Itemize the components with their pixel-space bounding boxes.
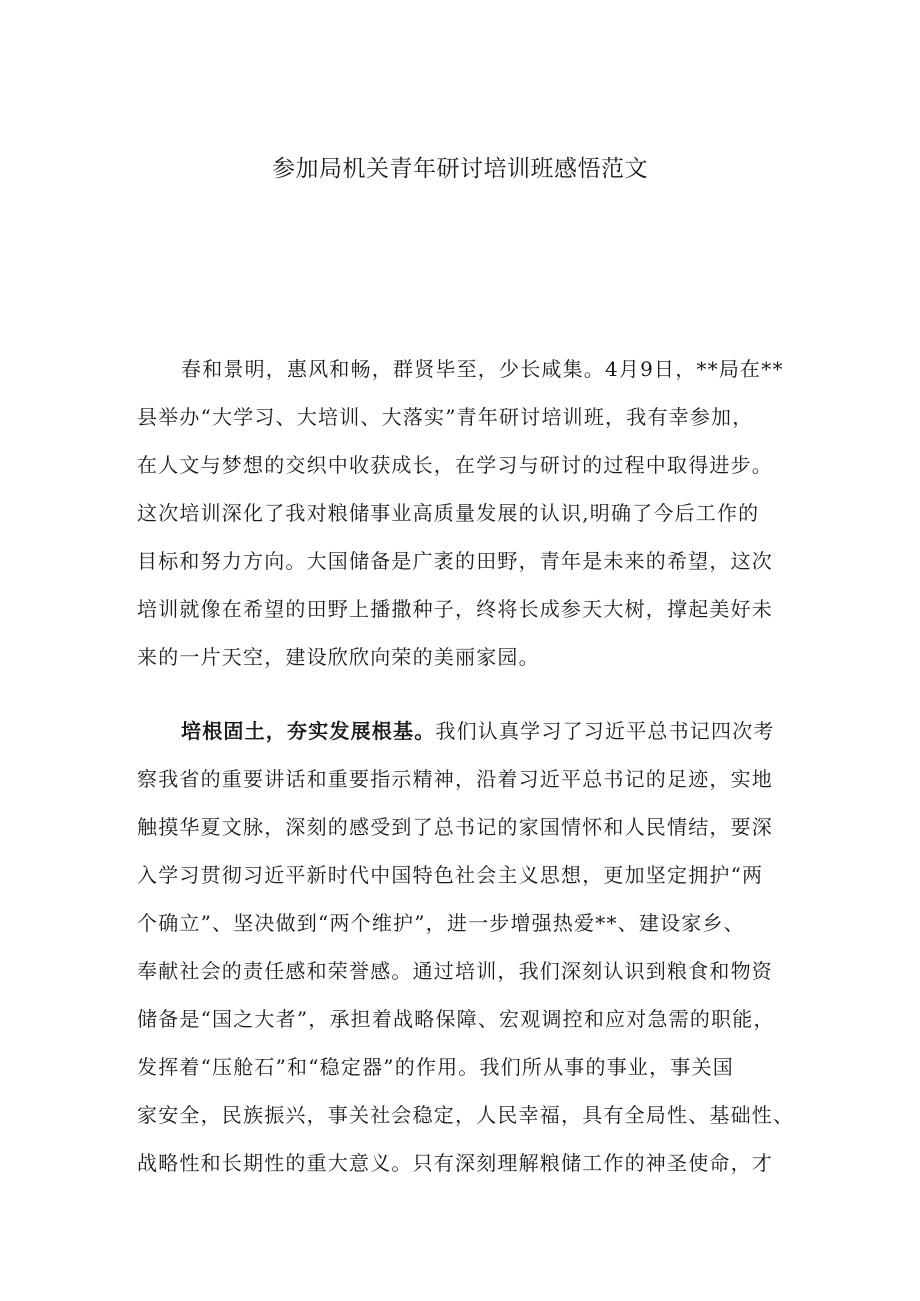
document-title: 参加局机关青年研讨培训班感悟范文 — [272, 156, 648, 182]
paragraph-line: 个确立”、坚决做到“两个维护”，进一步增强热爱**、建设家乡、 — [137, 911, 745, 935]
paragraph-line: 春和景明，惠风和畅，群贤毕至，少长咸集。4月9日，**局在** — [181, 357, 784, 381]
document-body — [137, 345, 799, 1187]
paragraph-line: 入学习贯彻习近平新时代中国特色社会主义思想，更加坚定拥护“两 — [137, 863, 764, 887]
paragraph-line: 察我省的重要讲话和重要指示精神，沿着习近平总书记的足迹，实地 — [137, 767, 773, 791]
paragraph-2 — [137, 707, 799, 1187]
paragraph-line: 家安全，民族振兴，事关社会稳定，人民幸福，具有全局性、基础性、 — [137, 1103, 795, 1127]
paragraph-line: 战略性和长期性的重大意义。只有深刻理解粮储工作的神圣使命，才 — [137, 1151, 773, 1175]
paragraph-line-rest: 我们认真学习了习近平总书记四次考 — [435, 719, 775, 743]
paragraph-line: 县举办“大学习、大培训、大落实”青年研讨培训班，我有幸参加， — [137, 405, 754, 429]
paragraph-line: 培训就像在希望的田野上播撒种子，终将长成参天大树，撑起美好未 — [137, 597, 773, 621]
paragraph-lead-heading: 培根固土，夯实发展根基。 — [181, 719, 436, 743]
paragraph-line: 目标和努力方向。大国储备是广袤的田野，青年是未来的希望，这次 — [137, 549, 773, 573]
paragraph-line: 来的一片天空，建设欣欣向荣的美丽家园。 — [137, 645, 540, 669]
paragraph-line: 触摸华夏文脉，深刻的感受到了总书记的家国情怀和人民情结，要深 — [137, 815, 773, 839]
paragraph-1 — [137, 345, 799, 681]
paragraph-line: 这次培训深化了我对粮储事业高质量发展的认识,明确了今后工作的 — [137, 501, 760, 525]
paragraph-line: 在人文与梦想的交织中收获成长，在学习与研讨的过程中取得进步。 — [137, 453, 773, 477]
paragraph-line: 发挥着“压舱石”和“稳定器”的作用。我们所从事的事业，事关国 — [137, 1055, 734, 1079]
paragraph-line: 储备是“国之大者”，承担着战略保障、宏观调控和应对急需的职能， — [137, 1007, 775, 1031]
paragraph-spacer — [137, 681, 799, 707]
paragraph-first-line — [137, 707, 799, 755]
paragraph-line: 奉献社会的责任感和荣誉感。通过培训，我们深刻认识到粮食和物资 — [137, 959, 773, 983]
